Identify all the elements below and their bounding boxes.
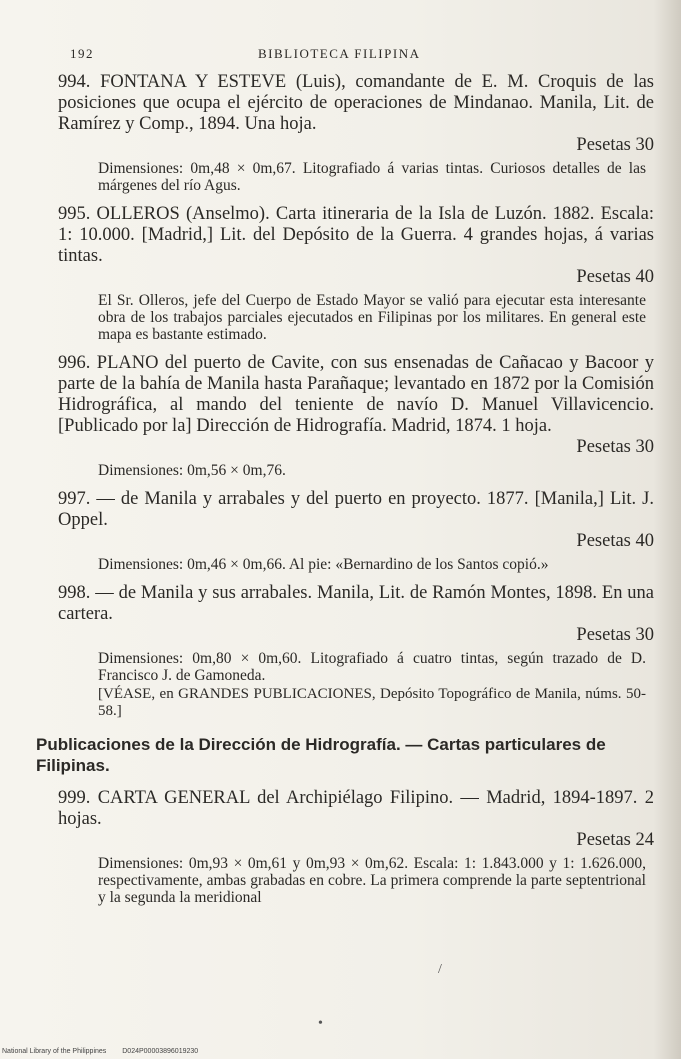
- entry-text: PLANO del puerto de Cavite, con sus ensenadas de Cañacao y Bacoor y parte de la bahía de Manila hasta Parañaque; levantado en 1872 por la Comisión Hidrográfica, al mando del teniente de navío D. Manuel Villavicencio. [Publicado por la] Dirección de Hidrografía. Madrid, 1874. 1 hoja.: [58, 353, 654, 436]
- entry-number: 996.: [58, 353, 91, 373]
- entry-997: [58, 489, 654, 552]
- entry-note: Dimensiones: 0m,46 × 0m,66. Al pie: «Bernardino de los Santos copió.»: [98, 556, 549, 573]
- page-number: 192: [70, 46, 94, 61]
- entry-999: [58, 788, 654, 851]
- entry-number: 999.: [58, 788, 91, 808]
- entry-note: El Sr. Olleros, jefe del Cuerpo de Estado Mayor se valió para ejecutar esta interesante obra de los trabajos parciales ejecutados en Filipinas por los militares. En general este mapa es bastante estimado.: [98, 292, 646, 343]
- entry-price: Pesetas 30: [576, 625, 654, 645]
- page-body: [36, 72, 655, 916]
- entry-note: Dimensiones: 0m,80 × 0m,60. Litografiado á cuatro tintas, según trazado de D. Francisco J. de Gamoneda.: [98, 650, 646, 684]
- entry-price: Pesetas 24: [576, 830, 654, 850]
- footer-library: National Library of the Philippines: [2, 1048, 107, 1055]
- entry-note: Dimensiones: 0m,93 × 0m,61 y 0m,93 × 0m,62. Escala: 1: 1.843.000 y 1: 1.626.000, respectivamente, ambas grabadas en cobre. La primera comprende la parte septentrional y la segunda la meridional: [98, 855, 646, 906]
- entry-price: Pesetas 40: [576, 531, 654, 551]
- entry-note: Dimensiones: 0m,56 × 0m,76.: [98, 462, 286, 479]
- footer-code: D024P00003896019230: [122, 1048, 199, 1055]
- entry-number: 995.: [58, 204, 91, 224]
- entry-number: 997.: [58, 489, 91, 509]
- entry-994: [58, 72, 654, 156]
- entry-text: — de Manila y arrabales y del puerto en proyecto. 1877. [Manila,] Lit. J. Oppel.: [58, 489, 655, 530]
- page-footer: [2, 1048, 212, 1055]
- entry-996: [58, 353, 654, 458]
- entry-price: Pesetas 30: [576, 135, 654, 155]
- entry-text: OLLEROS (Anselmo). Carta itineraria de la Isla de Luzón. 1882. Escala: 1: 10.000. [Madrid,] Lit. del Depósito de la Guerra. 4 grandes hojas, á varias tintas.: [58, 204, 654, 266]
- entry-cross-reference: [VÉASE, en GRANDES PUBLICACIONES, Depósito Topográfico de Manila, núms. 50-58.]: [98, 686, 646, 719]
- entry-text: — de Manila y sus arrabales. Manila, Lit. de Ramón Montes, 1898. En una cartera.: [58, 583, 655, 624]
- running-title: BIBLIOTECA FILIPINA: [258, 46, 421, 61]
- ink-mark: /: [438, 962, 442, 977]
- entry-price: Pesetas 30: [576, 437, 654, 457]
- entry-998: [58, 583, 654, 646]
- entry-number: 998.: [58, 583, 91, 603]
- entry-number: 994.: [58, 72, 91, 92]
- entry-text: CARTA GENERAL del Archipiélago Filipino. — Madrid, 1894-1897. 2 hojas.: [58, 788, 654, 829]
- entry-note: Dimensiones: 0m,48 × 0m,67. Litografiado á varias tintas. Curiosos detalles de las márgenes del río Agus.: [98, 160, 646, 194]
- entry-price: Pesetas 40: [576, 267, 654, 287]
- ink-dot: •: [318, 1016, 323, 1031]
- entry-text: FONTANA Y ESTEVE (Luis), comandante de E. M. Croquis de las posiciones que ocupa el ejército de operaciones de Mindanao. Manila, Lit. de Ramírez y Comp., 1894. Una hoja.: [58, 72, 655, 134]
- section-heading: Publicaciones de la Dirección de Hidrografía. — Cartas particulares de Filipinas.: [36, 735, 606, 775]
- entry-995: [58, 204, 654, 288]
